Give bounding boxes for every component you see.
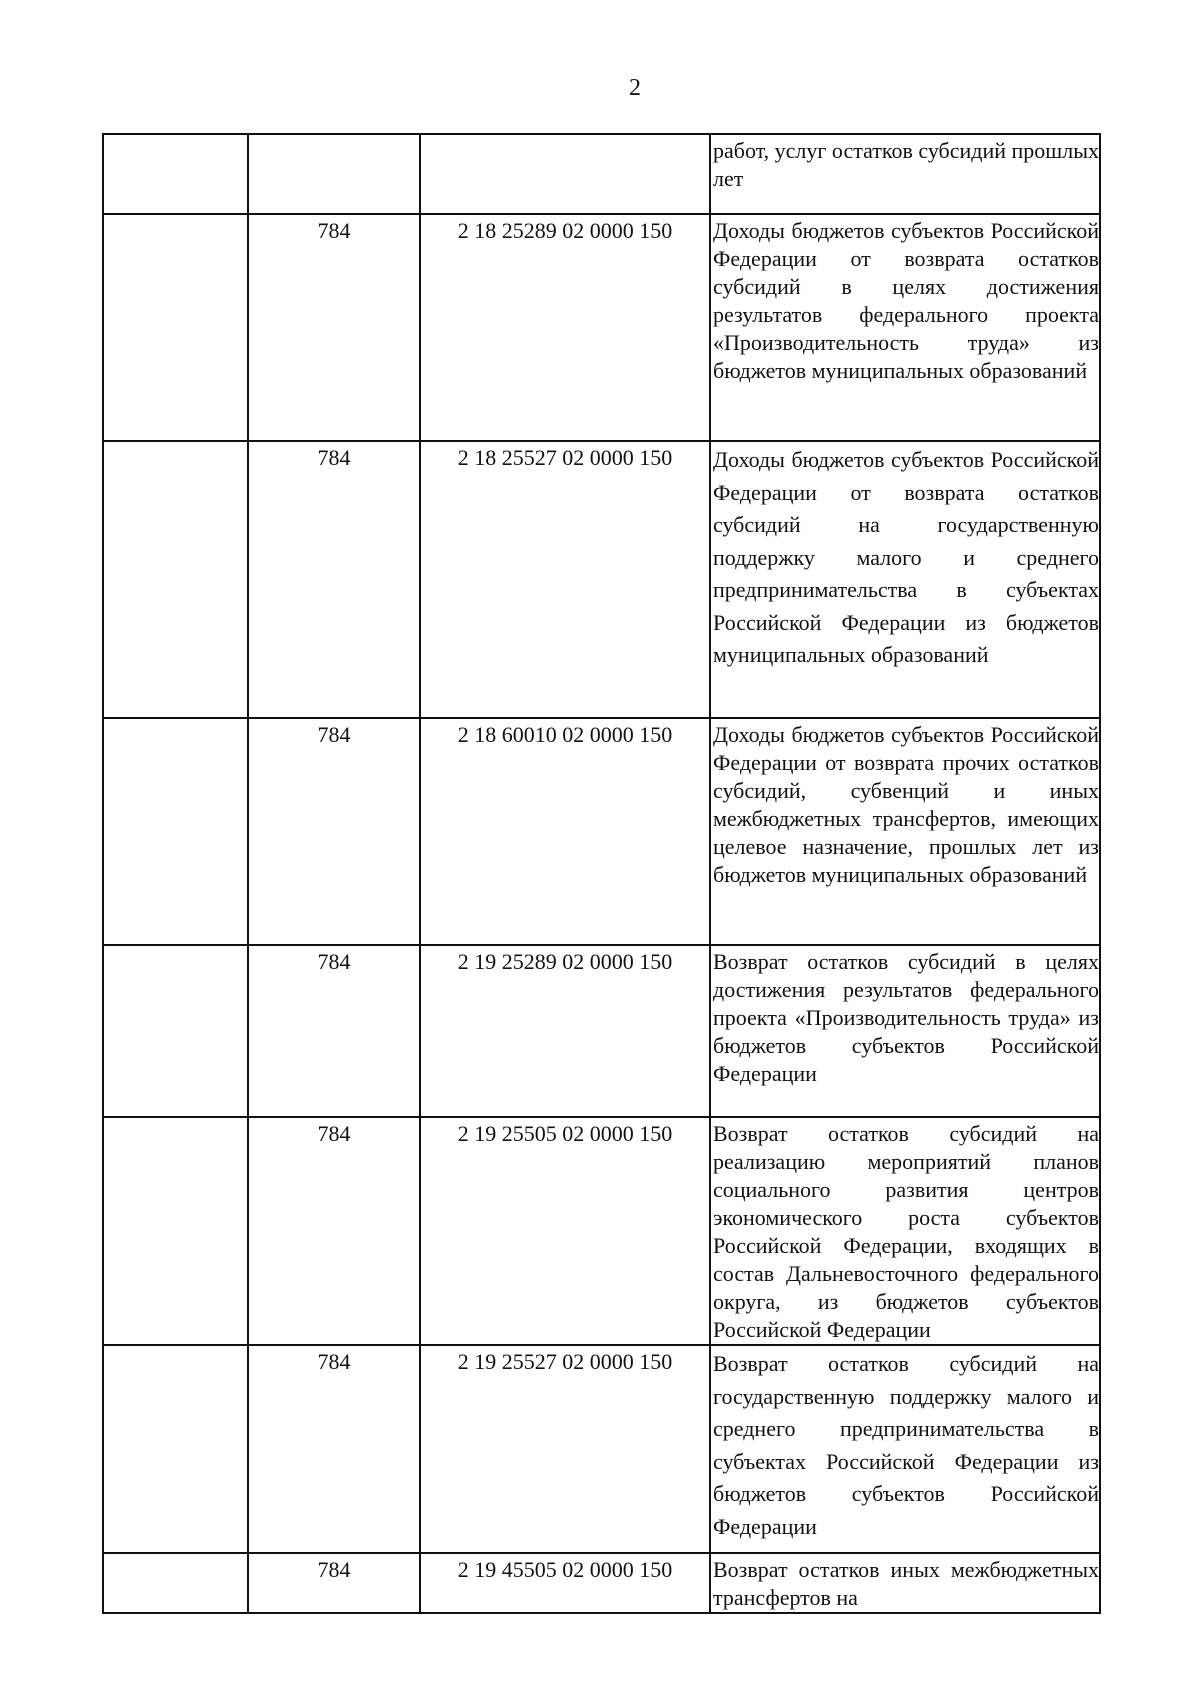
- kbk-code-cell: 2 18 60010 02 0000 150: [420, 718, 710, 945]
- description-cell: Доходы бюджетов субъектов Российской Федерации от возврата остатков субсидий на государственную поддержку малого и среднего предпринимательства в субъектах Российской Федерации из бюджетов муниципальных образований: [710, 441, 1100, 718]
- description-cell: Возврат остатков иных межбюджетных трансфертов на: [710, 1553, 1100, 1613]
- description-cell: работ, услуг остатков субсидий прошлых лет: [710, 134, 1100, 214]
- empty-cell: [103, 134, 248, 214]
- table-row: [103, 718, 1100, 945]
- admin-code-cell: 784: [248, 1553, 420, 1613]
- admin-code-cell: 784: [248, 1345, 420, 1553]
- table-row: [103, 1117, 1100, 1345]
- kbk-code-cell: 2 19 45505 02 0000 150: [420, 1553, 710, 1613]
- empty-cell: [103, 945, 248, 1117]
- description-cell: Возврат остатков субсидий в целях достижения результатов федерального проекта «Производительность труда» из бюджетов субъектов Российской Федерации: [710, 945, 1100, 1117]
- empty-cell: [103, 214, 248, 441]
- kbk-code-cell: 2 19 25505 02 0000 150: [420, 1117, 710, 1345]
- kbk-code-cell: 2 18 25289 02 0000 150: [420, 214, 710, 441]
- description-cell: Возврат остатков субсидий на реализацию мероприятий планов социального развития центров экономического роста субъектов Российской Федерации, входящих в состав Дальневосточного федерального округа, из бюджетов субъектов Российской Федерации: [710, 1117, 1100, 1345]
- page-number: 2: [629, 75, 641, 101]
- kbk-code-cell: 2 19 25289 02 0000 150: [420, 945, 710, 1117]
- revenue-codes-table: [102, 133, 1101, 1614]
- kbk-code-cell: [420, 134, 710, 214]
- admin-code-cell: 784: [248, 214, 420, 441]
- kbk-code-cell: 2 19 25527 02 0000 150: [420, 1345, 710, 1553]
- table-row: [103, 1553, 1100, 1613]
- description-cell: Возврат остатков субсидий на государственную поддержку малого и среднего предпринимательства в субъектах Российской Федерации из бюджетов субъектов Российской Федерации: [710, 1345, 1100, 1553]
- empty-cell: [103, 718, 248, 945]
- description-cell: Доходы бюджетов субъектов Российской Федерации от возврата прочих остатков субсидий, субвенций и иных межбюджетных трансфертов, имеющих целевое назначение, прошлых лет из бюджетов муниципальных образований: [710, 718, 1100, 945]
- table-row: [103, 441, 1100, 718]
- admin-code-cell: 784: [248, 1117, 420, 1345]
- table-row: [103, 945, 1100, 1117]
- table-row: [103, 1345, 1100, 1553]
- admin-code-cell: 784: [248, 441, 420, 718]
- description-cell: Доходы бюджетов субъектов Российской Федерации от возврата остатков субсидий в целях достижения результатов федерального проекта «Производительность труда» из бюджетов муниципальных образований: [710, 214, 1100, 441]
- table-row: [103, 214, 1100, 441]
- empty-cell: [103, 1345, 248, 1553]
- empty-cell: [103, 1117, 248, 1345]
- empty-cell: [103, 1553, 248, 1613]
- table-row: [103, 134, 1100, 214]
- admin-code-cell: 784: [248, 718, 420, 945]
- admin-code-cell: 784: [248, 945, 420, 1117]
- kbk-code-cell: 2 18 25527 02 0000 150: [420, 441, 710, 718]
- empty-cell: [103, 441, 248, 718]
- admin-code-cell: [248, 134, 420, 214]
